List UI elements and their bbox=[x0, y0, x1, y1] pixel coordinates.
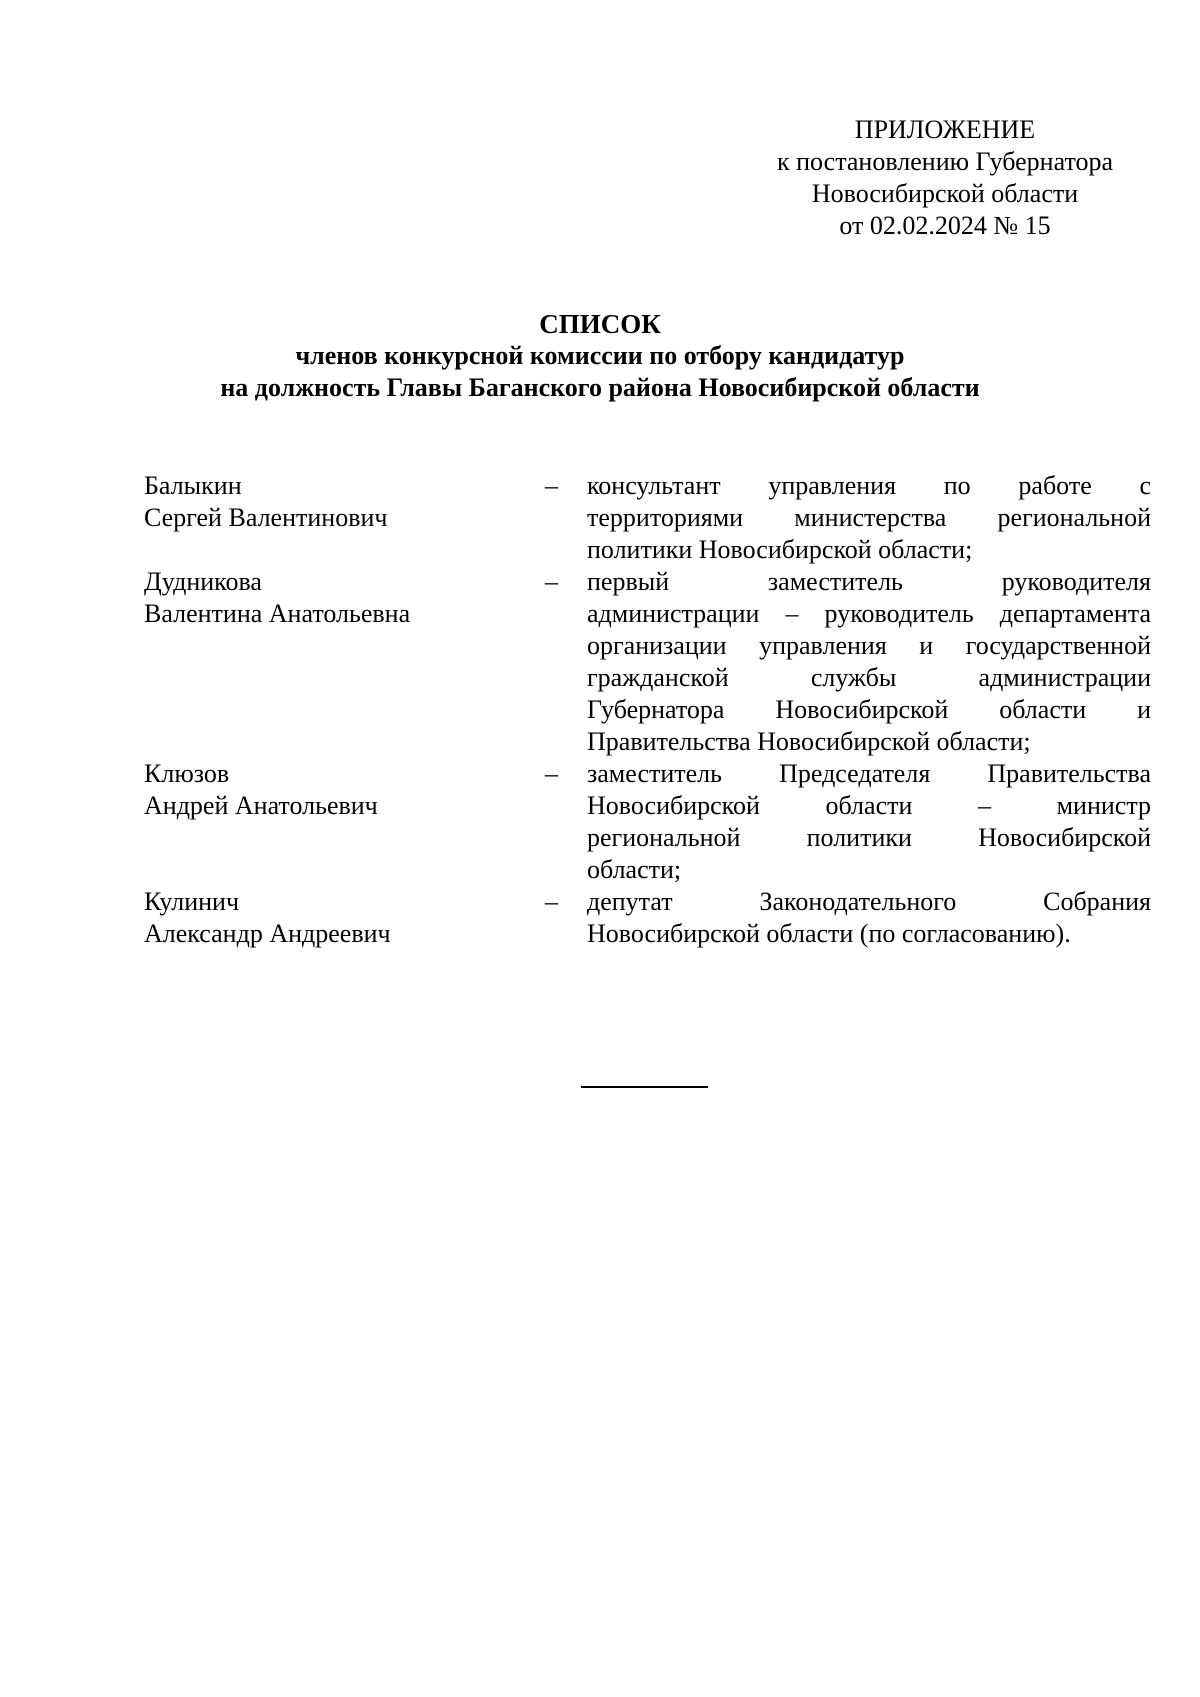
member-position bbox=[587, 470, 1151, 566]
member-position-line: политики Новосибирской области; bbox=[587, 535, 973, 564]
member-position-line: заместитель Председателя Правительства bbox=[587, 759, 1151, 788]
appendix-line-1: к постановлению Губернатора bbox=[776, 147, 1114, 176]
member-given-names: Александр Андреевич bbox=[144, 919, 391, 948]
member-position-line: первый заместитель руководителя bbox=[587, 567, 1151, 596]
member-given-names: Андрей Анатольевич bbox=[144, 791, 378, 820]
appendix-line-2: Новосибирской области bbox=[811, 179, 1079, 208]
member-name bbox=[144, 470, 544, 534]
member-position-line: Новосибирской области (по согласованию). bbox=[587, 919, 1071, 948]
closing-divider bbox=[581, 1086, 708, 1088]
member-surname: Кулинич bbox=[144, 887, 240, 916]
member-position-line: Правительства Новосибирской области; bbox=[587, 727, 1031, 756]
member-given-names: Валентина Анатольевна bbox=[144, 599, 411, 628]
member-surname: Дудникова bbox=[144, 567, 262, 596]
member-entry bbox=[144, 758, 1150, 886]
document-title: СПИСОК bbox=[539, 309, 661, 339]
member-position-line: консультант управления по работе с bbox=[587, 471, 1151, 500]
member-dash: – bbox=[545, 567, 558, 596]
document-heading bbox=[0, 308, 1200, 404]
appendix-line-3: от 02.02.2024 № 15 bbox=[839, 211, 1051, 240]
member-dash: – bbox=[545, 759, 558, 788]
appendix-header bbox=[740, 114, 1150, 242]
member-entry bbox=[144, 470, 1150, 566]
appendix-title: ПРИЛОЖЕНИЕ bbox=[854, 115, 1036, 144]
member-surname: Балыкин bbox=[144, 471, 242, 500]
member-position-line: территориями министерства региональной bbox=[587, 503, 1151, 532]
member-given-names: Сергей Валентинович bbox=[144, 503, 388, 532]
member-name bbox=[144, 758, 544, 822]
member-position-line: области; bbox=[587, 855, 682, 884]
member-dash: – bbox=[545, 887, 558, 916]
member-position-line: депутат Законодательного Собрания bbox=[587, 887, 1151, 916]
member-position-line: Новосибирской области – министр bbox=[587, 791, 1151, 820]
member-surname: Клюзов bbox=[144, 759, 230, 788]
member-entry bbox=[144, 886, 1150, 950]
member-entry bbox=[144, 566, 1150, 758]
member-position bbox=[587, 566, 1151, 758]
member-dash: – bbox=[545, 471, 558, 500]
member-position bbox=[587, 886, 1151, 950]
document-subtitle-line-2: на должность Главы Баганского района Новосибирской области bbox=[220, 373, 980, 402]
member-position bbox=[587, 758, 1151, 886]
member-position-line: гражданской службы администрации bbox=[587, 663, 1151, 692]
member-position-line: Губернатора Новосибирской области и bbox=[587, 695, 1151, 724]
member-position-line: организации управления и государственной bbox=[587, 631, 1151, 660]
document-subtitle-line-1: членов конкурсной комиссии по отбору кандидатур bbox=[295, 341, 905, 370]
member-name bbox=[144, 886, 544, 950]
members-list bbox=[144, 470, 1150, 950]
member-position-line: администрации – руководитель департамента bbox=[587, 599, 1151, 628]
member-position-line: региональной политики Новосибирской bbox=[587, 823, 1151, 852]
member-name bbox=[144, 566, 544, 630]
